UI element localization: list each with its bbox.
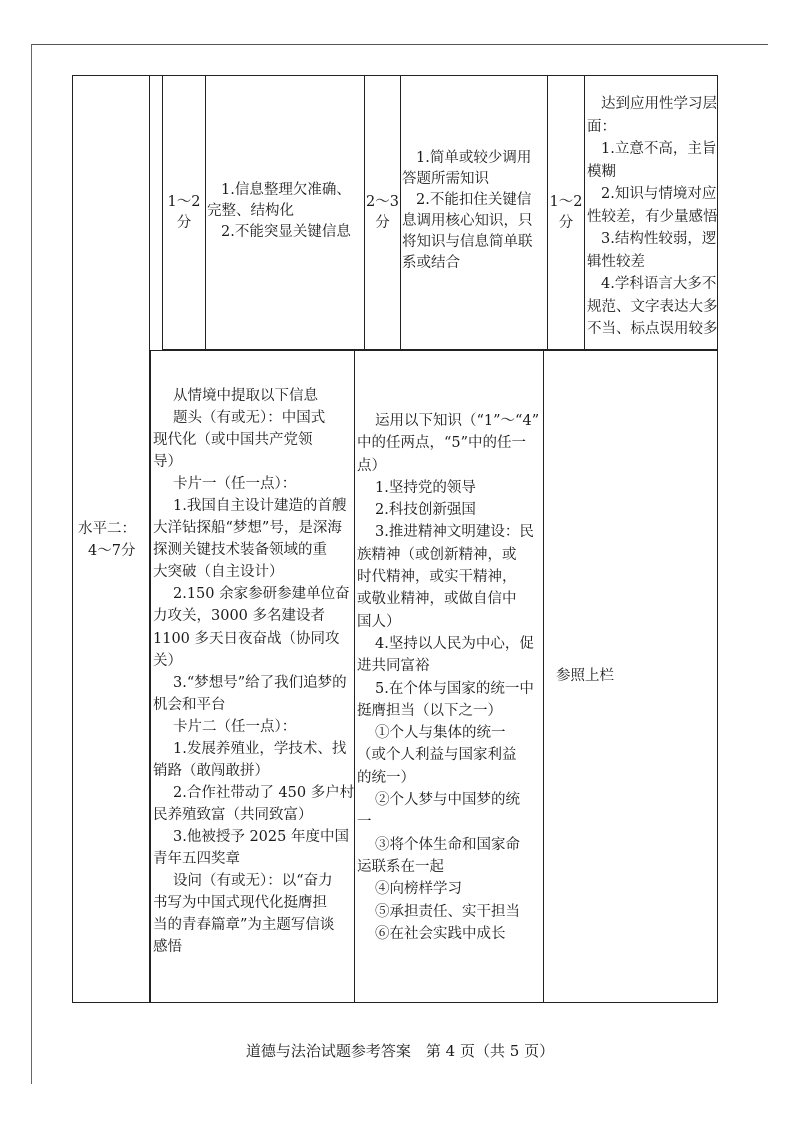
knowledge-line: （或个人利益与国家利益	[357, 747, 517, 764]
knowledge-line: 运用以下知识（“1”～“4”	[375, 413, 540, 429]
knowledge-line: 挺膺担当（以下之一）	[357, 702, 502, 719]
expression-line: 2.知识与情境对应	[601, 186, 717, 202]
info-line: 1.我国自主设计建造的首艘	[173, 498, 347, 515]
info-line: 导）	[153, 454, 182, 471]
info-line: 卡片一（任一点）：	[173, 476, 297, 493]
knowledge-line: ①个人与集体的统一	[375, 725, 506, 742]
knowledge-line: 2.科技创新强国	[375, 502, 476, 519]
info-line: 3.“梦想号”给了我们追梦的	[173, 674, 347, 691]
info-line: 销路（敢闯敢拼）	[153, 762, 269, 779]
expression-line: 性较差，有少量感悟	[587, 208, 718, 225]
info-line: 1.信息整理欠准确、	[221, 182, 351, 198]
info-line: 2.合作社带动了 450 多户村	[173, 784, 355, 801]
knowledge-line: 息调用核心知识，只	[402, 213, 533, 229]
level-line-2: 4～7分	[88, 543, 136, 559]
expression-reference: 参照上栏	[556, 668, 614, 684]
knowledge-line: 进共同富裕	[357, 658, 430, 675]
knowledge-line: ⑤承担责任、实干担当	[375, 903, 520, 920]
row1-score-b	[364, 75, 401, 350]
page-top-rule	[32, 44, 768, 45]
info-line: 大洋钻探船“梦想”号，是深海	[153, 520, 342, 537]
knowledge-line: 点）	[357, 457, 386, 474]
expression-line: 4.学科语言大多不	[601, 276, 717, 292]
knowledge-line: 中的任两点，“5”中的任一	[357, 435, 527, 452]
row1-score-a	[162, 75, 206, 350]
expression-line: 不当、标点误用较多	[587, 321, 718, 337]
info-line: 2.150 余家参研参建单位奋	[173, 586, 350, 603]
knowledge-line: 2.不能扣住关键信	[416, 192, 532, 208]
knowledge-line: 时代精神，或实干精神，	[357, 569, 517, 586]
level-line-1: 水平二：	[78, 521, 136, 537]
info-line: 关）	[153, 652, 182, 669]
score-a-line-1: 1～2	[167, 193, 201, 210]
knowledge-line: 5.在个体与国家的统一中	[375, 680, 534, 697]
expression-line: 1.立意不高，主旨	[601, 141, 717, 157]
knowledge-line: 族精神（或创新精神，或	[357, 546, 517, 563]
row2-knowledge	[357, 410, 543, 945]
expression-line: 面：	[587, 118, 616, 135]
knowledge-line: 国人）	[357, 613, 401, 630]
knowledge-line: 4.坚持以人民为中心，促	[375, 635, 534, 652]
row1-knowledge	[402, 148, 548, 274]
info-line: 力攻关，3000 多名建设者	[153, 608, 326, 625]
info-line: 卡片二（任一点）：	[173, 718, 297, 735]
info-line: 感悟	[153, 939, 182, 956]
row1-expression	[587, 93, 718, 341]
info-line: 当的青春篇章”为主题写信谈	[153, 917, 335, 934]
knowledge-line: 一	[357, 814, 372, 831]
knowledge-line: 系或结合	[402, 255, 460, 271]
knowledge-line: ⑥在社会实践中成长	[375, 925, 506, 942]
score-b-line-1: 2～3	[366, 193, 399, 210]
knowledge-line: 3.推进精神文明建设：民	[375, 524, 534, 541]
expression-line: 辑性较差	[587, 253, 645, 270]
expression-line: 模糊	[587, 163, 616, 180]
knowledge-line: 答题所需知识	[402, 171, 489, 187]
info-line: 机会和平台	[153, 696, 226, 713]
knowledge-line: 运联系在一起	[357, 858, 444, 875]
info-line: 大突破（自主设计）	[153, 564, 284, 581]
expression-line: 3.结构性较弱，逻	[601, 231, 717, 247]
info-line: 书写为中国式现代化挺膺担	[153, 895, 327, 912]
knowledge-line: 1.简单或较少调用	[416, 150, 532, 166]
row2-info	[153, 385, 353, 958]
row2-level-label	[78, 518, 150, 562]
score-a-line-2: 分	[176, 214, 192, 231]
knowledge-line: 将知识与信息简单联	[402, 234, 533, 250]
info-line: 1100 多天日夜奋战（协同攻	[153, 630, 340, 647]
info-line: 3.他被授予 2025 年度中国	[173, 828, 349, 845]
info-line: 题头（有或无）：中国式	[173, 410, 326, 427]
info-line: 现代化（或中国共产党领	[153, 432, 313, 449]
row2-expression	[556, 666, 706, 687]
page-footer: 道德与法治试题参考答案 第 4 页（共 5 页）	[245, 1042, 555, 1060]
info-line: 探测关键技术装备领域的重	[153, 542, 327, 559]
knowledge-line: ③将个体生命和国家命	[375, 836, 520, 853]
info-line: 完整、结构化	[207, 203, 294, 219]
score-b-line-2: 分	[375, 214, 390, 231]
expression-line: 规范、文字表达大多	[587, 298, 718, 315]
info-line: 2.不能突显关键信息	[221, 224, 351, 240]
info-line: 1.发展养殖业，学技术、找	[173, 740, 347, 757]
row1-score-c	[547, 75, 585, 350]
row1-info	[207, 180, 365, 243]
info-line: 从情境中提取以下信息	[173, 388, 318, 404]
info-line: 青年五四奖章	[153, 850, 240, 867]
knowledge-line: 1.坚持党的领导	[375, 479, 476, 496]
expression-line: 达到应用性学习层	[601, 96, 717, 112]
knowledge-line: ④向榜样学习	[375, 881, 462, 898]
knowledge-line: 的统一）	[357, 769, 415, 786]
knowledge-line: 或敬业精神，或做自信中	[357, 591, 517, 608]
score-c-line-1: 1～2	[549, 193, 583, 210]
knowledge-line: ②个人梦与中国梦的统	[375, 792, 520, 809]
info-line: 设问（有或无）：以“奋力	[173, 873, 333, 890]
score-c-line-2: 分	[558, 214, 574, 231]
page-left-rule	[31, 44, 32, 1084]
info-line: 民养殖致富（共同致富）	[153, 806, 313, 823]
